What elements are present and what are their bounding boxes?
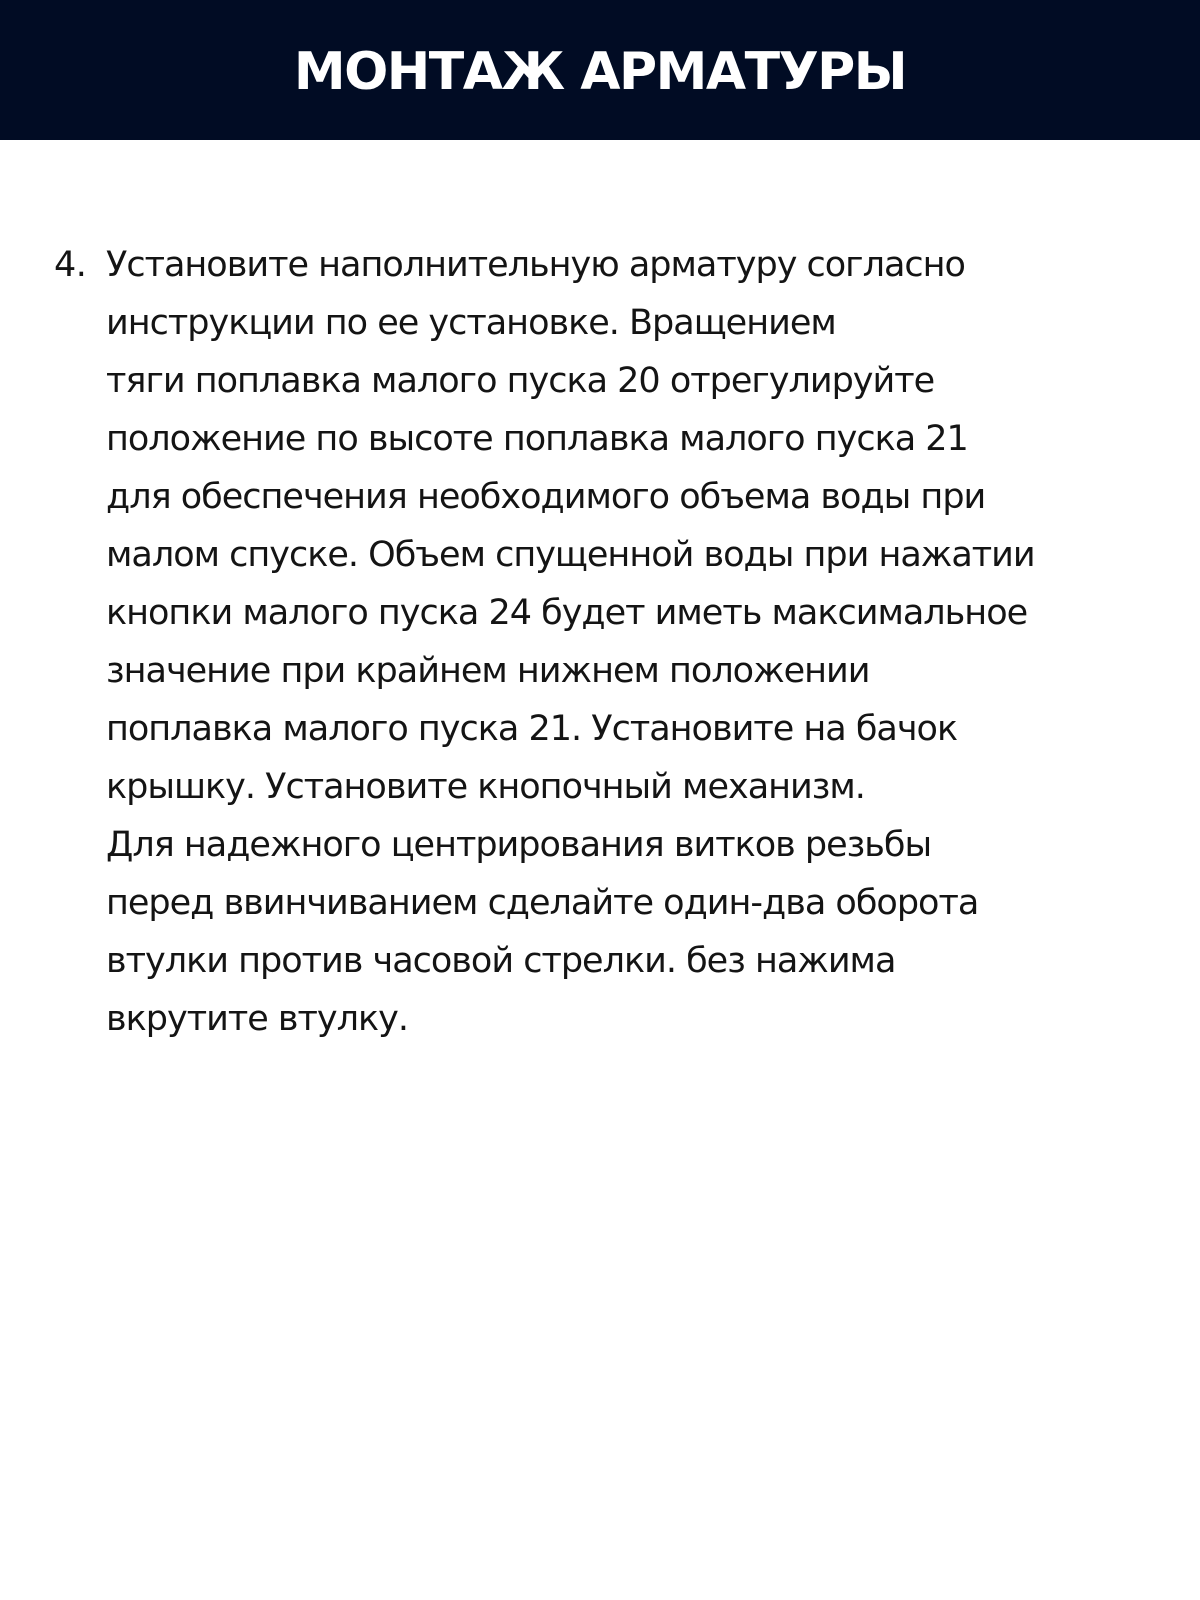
step-text-line: вкрутите втулку. xyxy=(106,999,408,1039)
instruction-step xyxy=(54,236,1174,1048)
step-number: 4. xyxy=(54,245,87,285)
step-text-line: крышку. Установите кнопочный механизм. xyxy=(106,767,865,807)
instruction-content xyxy=(54,236,1174,1048)
step-text-line: перед ввинчиванием сделайте один-два оборота xyxy=(106,883,979,923)
header-bar xyxy=(0,0,1200,140)
step-text-line: Для надежного центрирования витков резьбы xyxy=(106,825,932,865)
step-text-line: кнопки малого пуска 24 будет иметь максимальное xyxy=(106,593,1028,633)
step-text-line: положение по высоте поплавка малого пуска 21 xyxy=(106,419,968,459)
step-text-line: значение при крайнем нижнем положении xyxy=(106,651,870,691)
step-text-line: инструкции по ее установке. Вращением xyxy=(106,303,836,343)
step-text xyxy=(106,236,1174,1048)
step-text-line: Установите наполнительную арматуру согласно xyxy=(106,245,965,285)
step-text-line: поплавка малого пуска 21. Установите на бачок xyxy=(106,709,958,749)
step-text-line: для обеспечения необходимого объема воды при xyxy=(106,477,986,517)
step-text-line: втулки против часовой стрелки. без нажима xyxy=(106,941,896,981)
page-title: МОНТАЖ АРМАТУРЫ xyxy=(293,42,907,102)
step-text-line: тяги поплавка малого пуска 20 отрегулируйте xyxy=(106,361,935,401)
step-text-line: малом спуске. Объем спущенной воды при нажатии xyxy=(106,535,1035,575)
